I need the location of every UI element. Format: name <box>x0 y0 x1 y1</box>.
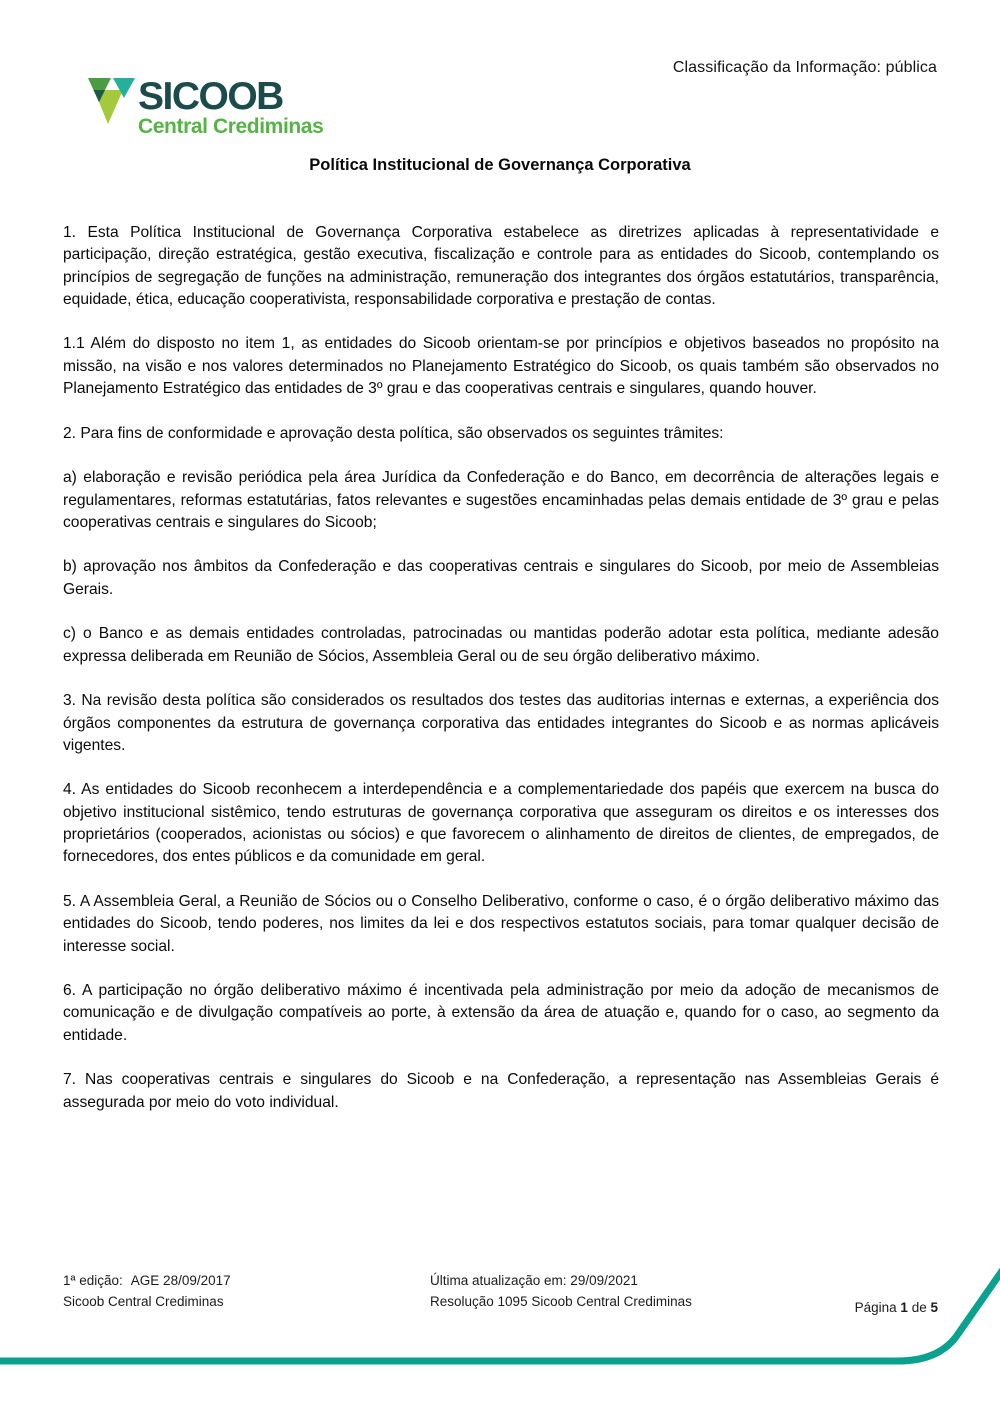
sicoob-logo <box>85 74 323 139</box>
page-total: 5 <box>930 1300 938 1315</box>
footer-edition-label: 1ª edição: <box>63 1273 123 1288</box>
page-word: Página <box>854 1300 897 1315</box>
paragraph-1-1: 1.1 Além do disposto no item 1, as entidades do Sicoob orientam-se por princípios e objetivos baseados no propósito na missão, na visão e nos valores determinados no Planejamento Estratégico do Sicoob, os quais também são observados no Planejamento Estratégico das entidades de 3º grau e das cooperativas centrais e singulares, quando houver. <box>63 335 939 398</box>
paragraph-3: 3. Na revisão desta política são considerados os resultados dos testes das auditorias internas e externas, a experiência dos órgãos componentes da estrutura de governança corporativa das entidades integrantes do Sicoob e as normas aplicáveis vigentes. <box>63 692 939 754</box>
page-current: 1 <box>900 1300 908 1315</box>
subbrand-wordmark: Central Crediminas <box>138 115 324 138</box>
footer-updated-label: Última atualização em: 29/09/2021 <box>430 1273 638 1288</box>
classification-label: Classificação da Informação: pública <box>672 59 937 76</box>
paragraph-7: 7. Nas cooperativas centrais e singulares do Sicoob e na Confederação, a representação nas Assembleias Gerais é assegurada por meio do voto individual. <box>63 1071 939 1111</box>
footer-edition-value: AGE 28/09/2017 <box>130 1273 231 1288</box>
paragraph-4: 4. As entidades do Sicoob reconhecem a interdependência e a complementariedade dos papéis que exercem na busca do objetivo institucional sistêmico, tendo estruturas de governança corporativa que asseguram os direitos e os interesses dos proprietários (cooperados, acionistas ou sócios) e que favorecem o alinhamento de direitos de clientes, de empregados, de fornecedores, dos entes públicos e da comunidade em geral. <box>63 781 939 866</box>
swoosh-curve-decoration <box>0 1254 1000 1414</box>
logo-wordmark <box>138 75 324 139</box>
footer-resolution: Resolução 1095 Sicoob Central Crediminas <box>430 1294 692 1309</box>
brand-wordmark: SICOOB <box>138 75 283 118</box>
page-separator: de <box>911 1300 927 1315</box>
paragraph-1: 1. Esta Política Institucional de Governança Corporativa estabelece as diretrizes aplicadas à representatividade e participação, direção estratégica, gestão executiva, fiscalização e controle para as entidades do Sicoob, contemplando os princípios de segregação de funções na administração, remuneração dos integrantes dos órgãos estatutários, transparência, equidade, ética, educação cooperativista, responsabilidade corporativa e prestação de contas. <box>63 224 939 308</box>
paragraph-6: 6. A participação no órgão deliberativo máximo é incentivada pela administração por meio da adoção de mecanismos de comunicação e de divulgação compatíveis ao porte, à extensão da área de atuação e, quando for o caso, ao segmento da entidade. <box>63 982 939 1044</box>
document-body <box>63 222 939 1136</box>
paragraph-2a: a) elaboração e revisão periódica pela área Jurídica da Confederação e do Banco, em decorrência de alterações legais e regulamentares, reformas estatutárias, fatos relevantes e sugestões encaminhadas pelas demais entidade de 3º grau e pelas cooperativas centrais e singulares do Sicoob; <box>63 469 939 531</box>
paragraph-5: 5. A Assembleia Geral, a Reunião de Sócios ou o Conselho Deliberativo, conforme o caso, é o órgão deliberativo máximo das entidades do Sicoob, tendo poderes, nos limites da lei e dos respectivos estatutos sociais, para tomar qualquer decisão de interesse social. <box>63 892 939 955</box>
page-title: Política Institucional de Governança Corporativa <box>309 156 691 174</box>
sicoob-logo-icon <box>85 74 135 126</box>
footer-edition-org: Sicoob Central Crediminas <box>63 1294 224 1309</box>
paragraph-2b: b) aprovação nos âmbitos da Confederação e das cooperativas centrais e singulares do Sicoob, por meio de Assembleias Gerais. <box>63 558 939 598</box>
paragraph-2c: c) o Banco e as demais entidades controladas, patrocinadas ou mantidas poderão adotar esta política, mediante adesão expressa deliberada em Reunião de Sócios, Assembleia Geral ou de seu órgão deliberativo máximo. <box>63 625 939 665</box>
paragraph-2: 2. Para fins de conformidade e aprovação desta política, são observados os seguintes trâmites: <box>63 424 724 442</box>
